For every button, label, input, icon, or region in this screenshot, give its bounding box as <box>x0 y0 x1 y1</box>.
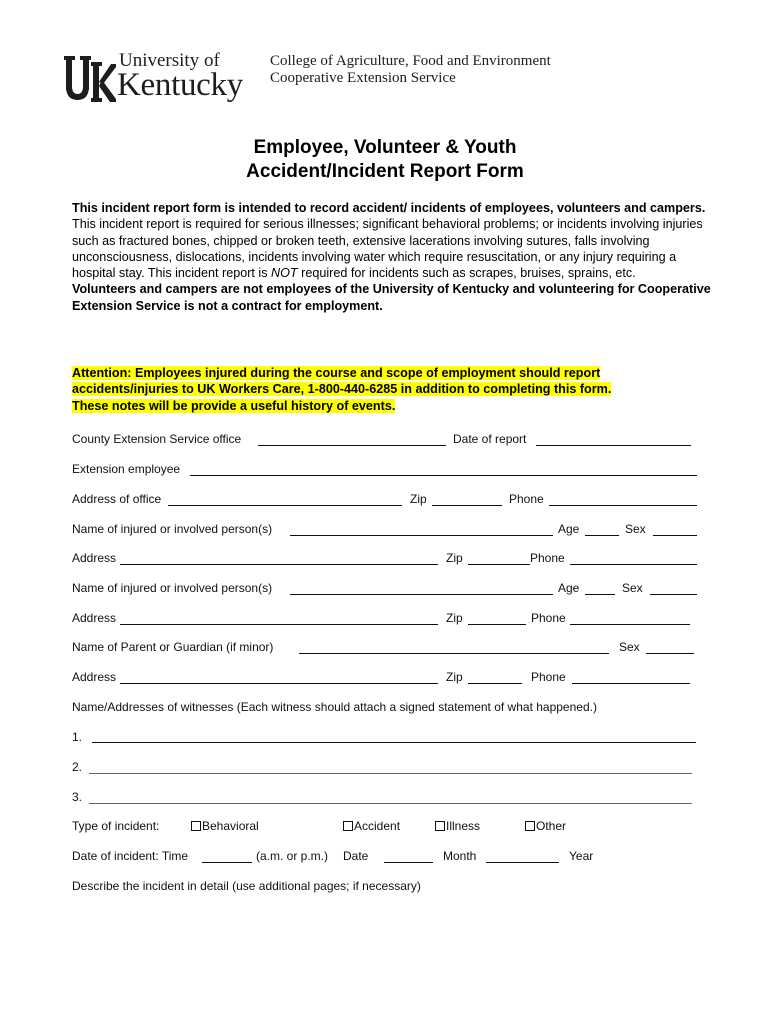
address-1-field[interactable] <box>120 564 438 565</box>
label-sex-guardian: Sex <box>619 640 640 654</box>
option-illness[interactable] <box>435 819 480 833</box>
college-name <box>270 53 551 87</box>
label-phone-1: Phone <box>530 551 565 565</box>
label-address-2: Address <box>72 611 117 625</box>
label-injured-name-1: Name of injured or involved person(s) <box>72 522 273 536</box>
option-behavioral-label: Behavioral <box>202 819 259 833</box>
sex-2-field[interactable] <box>650 594 697 595</box>
row-county-office <box>72 432 698 448</box>
row-address-of-office <box>72 492 698 508</box>
injured-name-1-field[interactable] <box>290 535 553 536</box>
checkbox-icon <box>343 821 353 831</box>
attention-line-1: Attention: Employees injured during the course and scope of employment should report <box>72 366 601 380</box>
label-describe-incident: Describe the incident in detail (use additional pages; if necessary) <box>72 879 421 893</box>
age-1-field[interactable] <box>585 535 619 536</box>
label-date-of-incident-time: Date of incident: Time <box>72 849 189 863</box>
injured-name-2-field[interactable] <box>290 594 553 595</box>
row-witness-3 <box>72 790 698 806</box>
label-office-phone: Phone <box>509 492 544 506</box>
row-witness-2 <box>72 760 698 776</box>
label-extension-employee: Extension employee <box>72 462 181 476</box>
label-parent-guardian: Name of Parent or Guardian (if minor) <box>72 640 274 654</box>
address-3-field[interactable] <box>120 683 438 684</box>
label-address-of-office: Address of office <box>72 492 162 506</box>
title-line-1: Employee, Volunteer & Youth <box>253 137 517 158</box>
zip-3-field[interactable] <box>468 683 522 684</box>
witness-2-field[interactable] <box>89 773 692 774</box>
label-address-3: Address <box>72 670 117 684</box>
incident-month-field[interactable] <box>486 862 559 863</box>
label-injured-name-2: Name of injured or involved person(s) <box>72 581 273 595</box>
zip-1-field[interactable] <box>468 564 530 565</box>
option-other[interactable] <box>525 819 566 833</box>
row-witness-1 <box>72 730 698 746</box>
uk-monogram-icon <box>64 56 116 102</box>
row-describe <box>72 879 698 895</box>
checkbox-icon <box>435 821 445 831</box>
label-year: Year <box>569 849 594 863</box>
intro-requirements-a: This incident report is required for serious illnesses; significant behavioral problems; or incidents involving injuries such as fractured bones, chipped or broken teeth, extensive lacerations involving sutures, falls involving unconsciousness, dislocations, incidents involving water which require resuscitation, or any injury requiring a hospital stay. This incident report is <box>72 217 703 281</box>
office-phone-field[interactable] <box>549 505 697 506</box>
sex-guardian-field[interactable] <box>646 653 694 654</box>
checkbox-icon <box>525 821 535 831</box>
intro-text <box>72 200 712 314</box>
label-county-office: County Extension Service office <box>72 432 242 446</box>
office-zip-field[interactable] <box>432 505 502 506</box>
checkbox-icon <box>191 821 201 831</box>
label-age-2: Age <box>558 581 580 595</box>
incident-date-field[interactable] <box>384 862 433 863</box>
incident-time-field[interactable] <box>202 862 252 863</box>
option-illness-label: Illness <box>446 819 481 833</box>
label-witness-1: 1. <box>72 730 83 744</box>
row-extension-employee <box>72 462 698 478</box>
label-age-1: Age <box>558 522 580 536</box>
witness-3-field[interactable] <box>89 803 692 804</box>
row-injured-person-2 <box>72 581 698 597</box>
label-date: Date <box>343 849 369 863</box>
intro-volunteers-note: Volunteers and campers are not employees of the University of Kentucky and volunteering for Cooperative Extension Service is not a contract for employment. <box>72 282 711 313</box>
parent-guardian-field[interactable] <box>299 653 609 654</box>
row-address-1 <box>72 551 698 567</box>
row-address-3 <box>72 670 698 686</box>
label-witnesses: Name/Addresses of witnesses (Each witness should attach a signed statement of what happened.) <box>72 700 597 714</box>
intro-not: NOT <box>271 266 298 281</box>
address-2-field[interactable] <box>120 624 438 625</box>
row-witnesses <box>72 700 698 716</box>
label-address-1: Address <box>72 551 117 565</box>
row-type-of-incident <box>72 819 698 835</box>
option-other-label: Other <box>536 819 567 833</box>
intro-requirements <box>72 216 712 281</box>
logo-kentucky: Kentucky <box>117 67 243 103</box>
form-title <box>0 136 770 184</box>
option-accident[interactable] <box>343 819 400 833</box>
option-behavioral[interactable] <box>191 819 259 833</box>
county-office-field[interactable] <box>258 445 446 446</box>
option-accident-label: Accident <box>354 819 401 833</box>
label-sex-1: Sex <box>625 522 646 536</box>
label-phone-3: Phone <box>531 670 566 684</box>
college-line-1: College of Agriculture, Food and Environment <box>270 53 551 69</box>
phone-3-field[interactable] <box>572 683 690 684</box>
intro-bold-statement: This incident report form is intended to record accident/ incidents of employees, volunteers and campers. <box>72 201 706 215</box>
label-witness-2: 2. <box>72 760 83 774</box>
row-address-2 <box>72 611 698 627</box>
label-phone-2: Phone <box>531 611 566 625</box>
row-injured-person-1 <box>72 522 698 538</box>
phone-2-field[interactable] <box>570 624 690 625</box>
logo-university-of: University of <box>119 50 220 71</box>
date-of-report-field[interactable] <box>536 445 691 446</box>
sex-1-field[interactable] <box>653 535 697 536</box>
row-parent-guardian <box>72 640 698 656</box>
attention-line-3: These notes will be provide a useful history of events. <box>72 398 396 413</box>
label-zip-3: Zip <box>446 670 463 684</box>
label-sex-2: Sex <box>622 581 643 595</box>
label-office-zip: Zip <box>410 492 427 506</box>
intro-requirements-b: required for incidents such as scrapes, bruises, sprains, etc. <box>297 266 636 281</box>
attention-note <box>72 365 712 414</box>
phone-1-field[interactable] <box>570 564 697 565</box>
title-line-2: Accident/Incident Report Form <box>246 161 524 182</box>
zip-2-field[interactable] <box>468 624 526 625</box>
office-address-field[interactable] <box>168 505 402 506</box>
age-2-field[interactable] <box>585 594 615 595</box>
label-am-pm: (a.m. or p.m.) <box>256 849 329 863</box>
label-zip-1: Zip <box>446 551 463 565</box>
label-type-of-incident: Type of incident: <box>72 819 160 833</box>
label-zip-2: Zip <box>446 611 463 625</box>
label-month: Month <box>443 849 477 863</box>
extension-employee-field[interactable] <box>190 475 697 476</box>
witness-1-field[interactable] <box>92 742 696 743</box>
label-witness-3: 3. <box>72 790 83 804</box>
row-date-of-incident <box>72 849 698 865</box>
college-line-2: Cooperative Extension Service <box>270 70 456 86</box>
attention-line-2: accidents/injuries to UK Workers Care, 1-800-440-6285 in addition to completing this form. <box>72 382 612 397</box>
uk-logo <box>64 50 254 106</box>
label-date-of-report: Date of report <box>453 432 527 446</box>
